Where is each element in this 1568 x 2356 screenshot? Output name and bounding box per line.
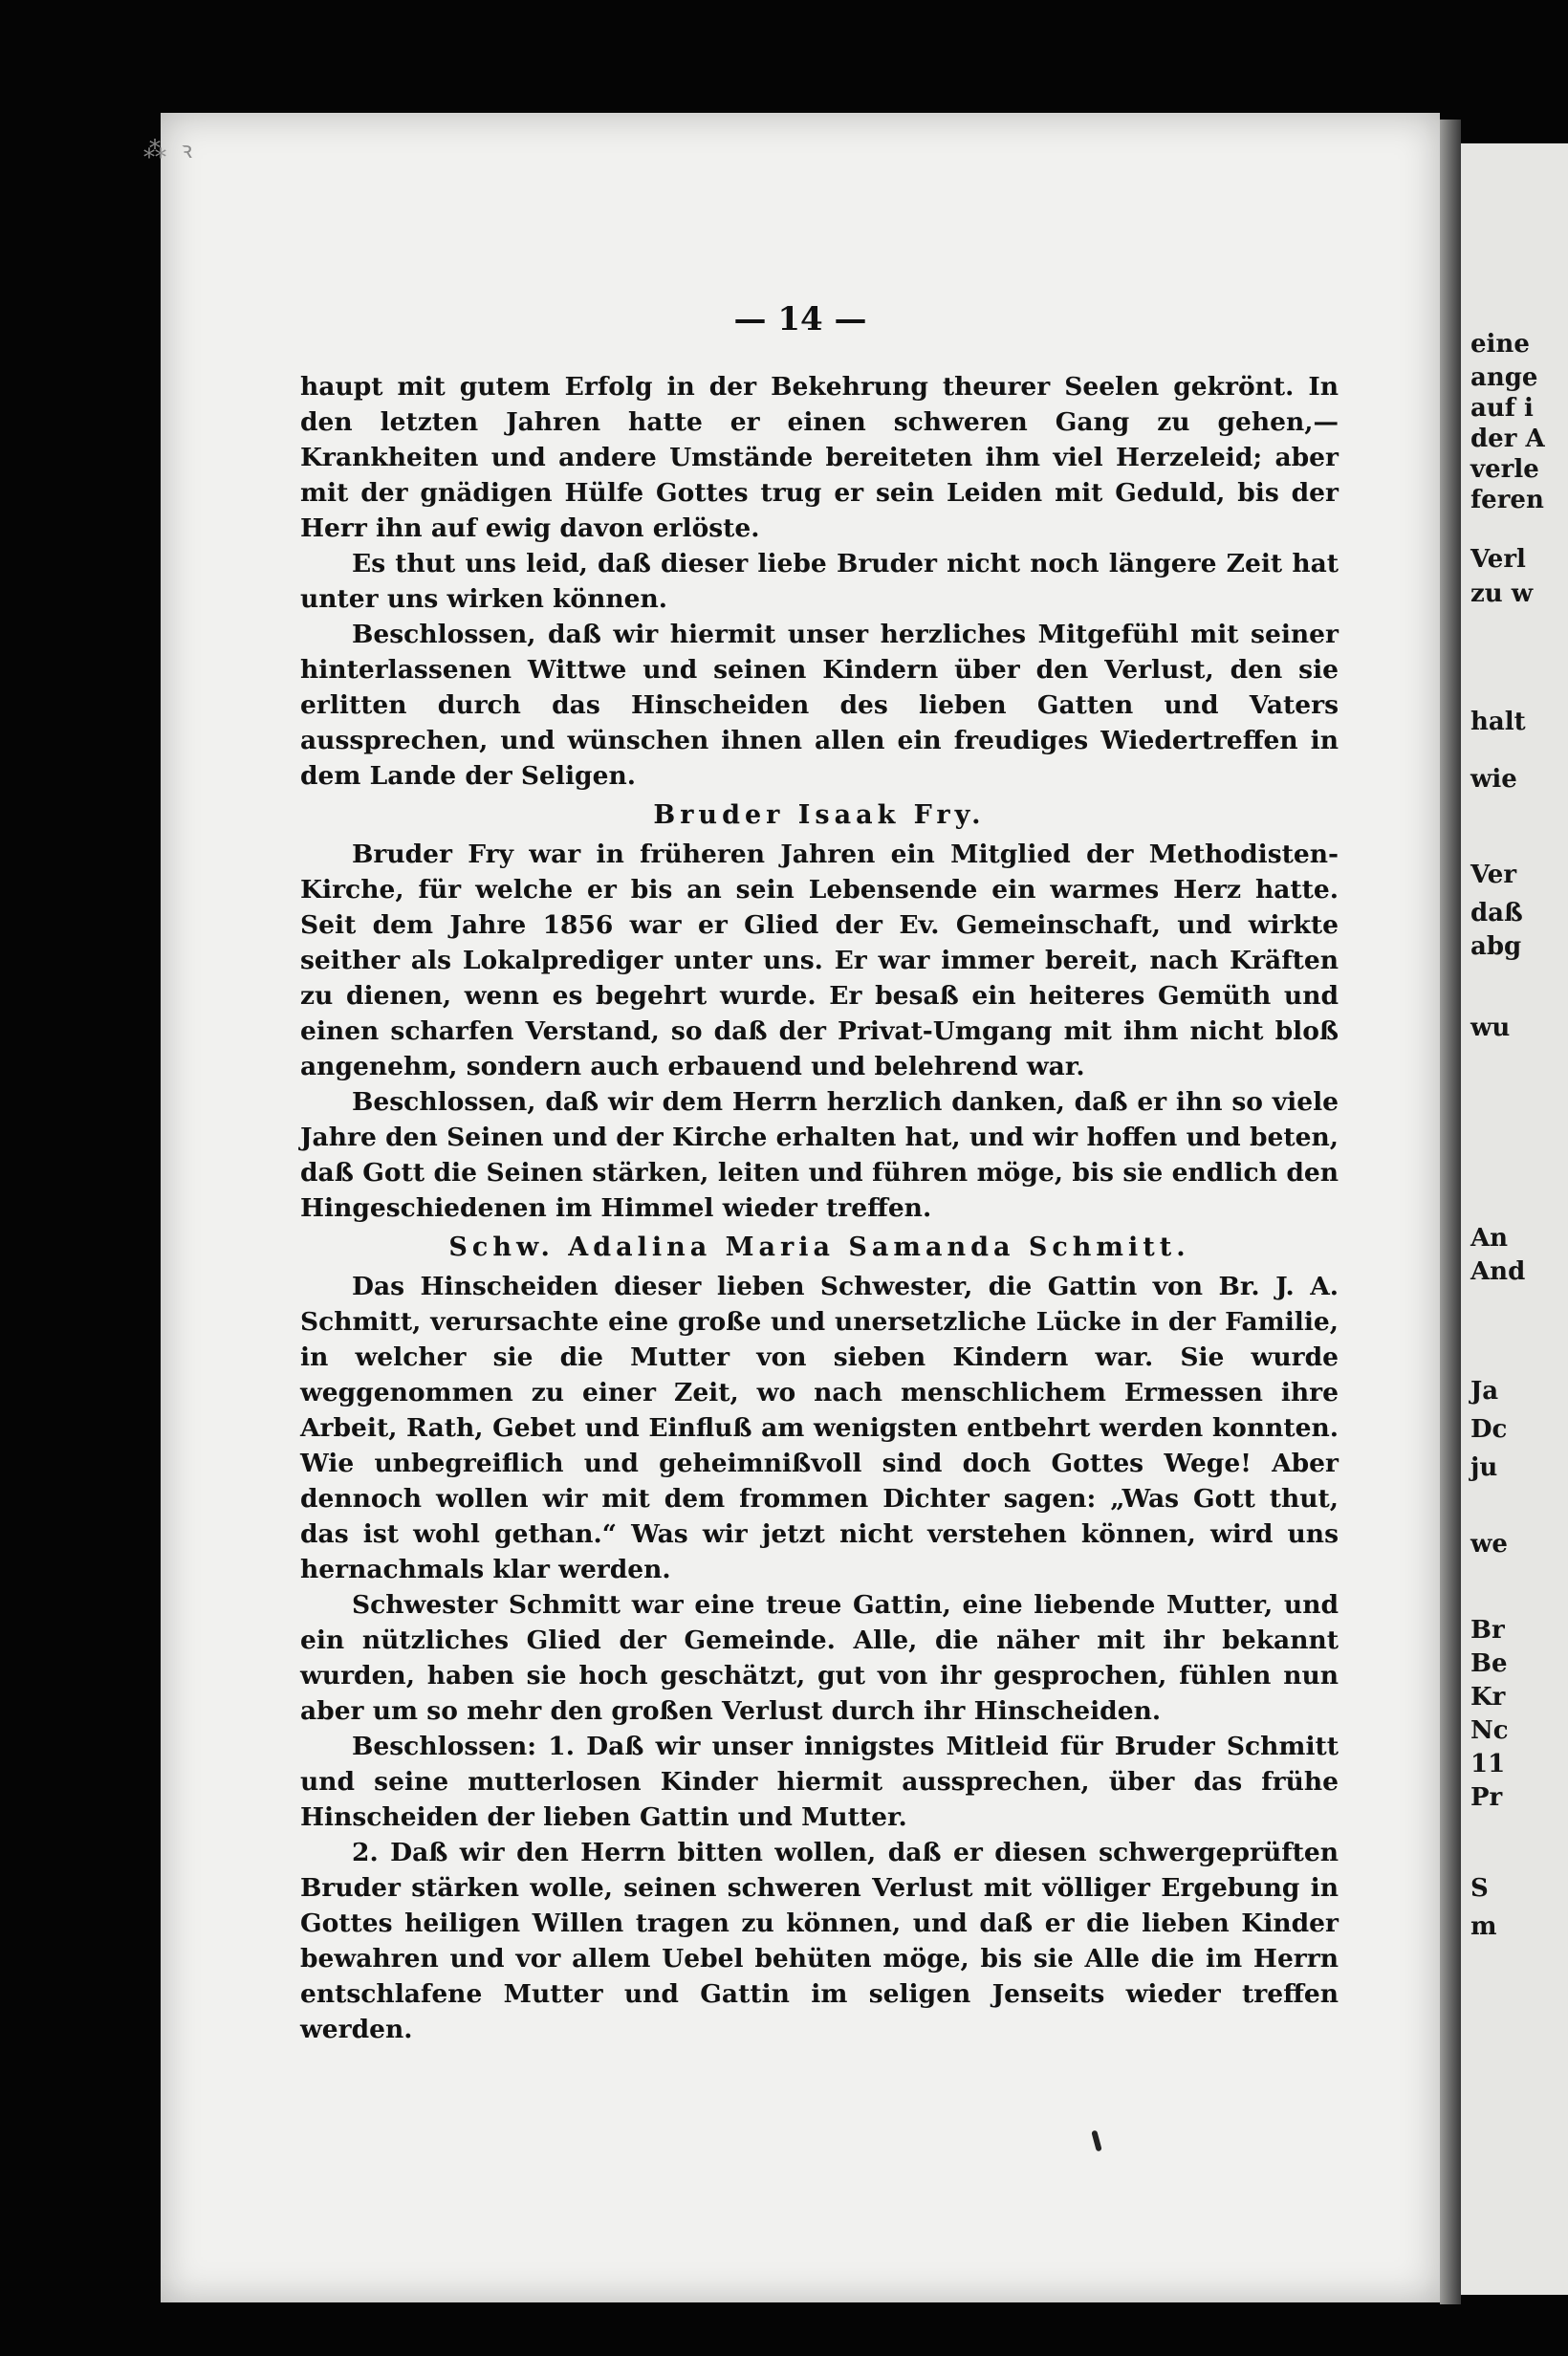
- paragraph-9: 2. Daß wir den Herrn bitten wollen, daß er diesen schwergeprüften Bruder stärken wolle, seinen schweren Verlust mit völliger Ergebung in Gottes heiligen Willen tragen zu können, und daß er die lieben Kinder bewahren und vor allem Uebel behüten möge, bis sie Alle die im Herrn entschlafene Mutter und Gattin im seligen Jenseits wieder treffen werden.: [300, 1838, 1339, 2044]
- next-page-fragment: wu: [1470, 1014, 1511, 1042]
- paragraph-1: haupt mit gutem Erfolg in der Bekehrung theurer Seelen gekrönt. In den letzten Jahren hatte er einen schweren Gang zu gehen,—Krankheiten und andere Umstände bereiteten ihm viel Herzeleid; aber mit der gnädigen Hülfe Gottes trug er sein Leiden mit Geduld, bis der Herr ihn auf ewig davon erlöste.: [300, 372, 1339, 543]
- next-page-fragment: we: [1470, 1530, 1508, 1559]
- next-page-fragment: m: [1470, 1912, 1497, 1941]
- next-page-fragment: Dc: [1470, 1415, 1508, 1444]
- next-page-fragment: daß: [1470, 899, 1523, 927]
- page-number: — 14 —: [733, 300, 867, 338]
- next-page-fragment: eine: [1470, 330, 1530, 359]
- next-page-fragment: S: [1470, 1874, 1489, 1903]
- marginal-mark: ⁂ ꝛ: [143, 137, 197, 164]
- next-page-fragment: verle: [1470, 455, 1539, 484]
- section-heading-fry: Bruder Isaak Fry.: [653, 800, 986, 830]
- next-page-fragment: Kr: [1470, 1683, 1506, 1712]
- next-page-fragment: halt: [1470, 708, 1526, 736]
- paragraph-4: Bruder Fry war in früheren Jahren ein Mitglied der Methodisten-Kirche, für welche er bis an sein Lebensende ein warmes Herz hatte. Seit dem Jahre 1856 war er Glied der Ev. Gemeinschaft, und wirkte seither als Lokalprediger unter uns. Er war immer bereit, nach Kräften zu dienen, wenn es begehrt wurde. Er besaß ein heiteres Gemüth und einen scharfen Verstand, so daß der Privat-Umgang mit ihm nicht bloß angenehm, sondern auch erbauend und belehrend war.: [300, 840, 1339, 1081]
- next-page-fragment: Nc: [1470, 1716, 1509, 1745]
- section-heading-schmitt: Schw. Adalina Maria Samanda Schmitt.: [448, 1233, 1190, 1262]
- next-page-fragment: 11: [1470, 1750, 1506, 1778]
- next-page-strip: [1461, 143, 1568, 2295]
- next-page-fragment: And: [1470, 1257, 1526, 1286]
- paragraph-2: Es thut uns leid, daß dieser liebe Bruder nicht noch längere Zeit hat unter uns wirken können.: [300, 549, 1339, 614]
- next-page-fragment: wie: [1470, 765, 1517, 794]
- ink-speck: [1091, 2130, 1101, 2152]
- next-page-fragment: zu w: [1470, 579, 1534, 608]
- next-page-fragment: Br: [1470, 1616, 1505, 1645]
- next-page-fragment: Pr: [1470, 1783, 1503, 1812]
- next-page-fragment: der A: [1470, 425, 1545, 453]
- paragraph-6: Das Hinscheiden dieser lieben Schwester, die Gattin von Br. J. A. Schmitt, verursachte eine große und unersetzliche Lücke in der Familie, in welcher sie die Mutter von sieben Kindern war. Sie wurde weggenommen zu einer Zeit, wo nach menschlichem Ermessen ihre Arbeit, Rath, Gebet und Einfluß am wenigsten entbehrt werden konnten. Wie unbegreiflich und geheimnißvoll sind doch Gottes Wege! Aber dennoch wollen wir mit dem frommen Dichter sagen: „Was Gott thut, das ist wohl gethan.“ Was wir jetzt nicht verstehen können, wird uns hernachmals klar werden.: [300, 1272, 1339, 1584]
- next-page-fragment: auf i: [1470, 394, 1534, 423]
- next-page-fragment: An: [1470, 1224, 1509, 1253]
- next-page-fragment: ju: [1470, 1453, 1498, 1482]
- paragraph-8: Beschlossen: 1. Daß wir unser innigstes Mitleid für Bruder Schmitt und seine mutterlosen Kinder hiermit aussprechen, über das frühe Hinscheiden der lieben Gattin und Mutter.: [300, 1732, 1339, 1832]
- next-page-fragment: Be: [1470, 1649, 1508, 1678]
- next-page-fragment: Ver: [1470, 861, 1517, 889]
- next-page-fragment: Verl: [1470, 545, 1526, 574]
- next-page-fragment: ange: [1470, 363, 1538, 392]
- book-page: [161, 113, 1440, 2302]
- next-page-fragment: Ja: [1470, 1377, 1499, 1406]
- next-page-fragment: feren: [1470, 486, 1544, 514]
- paragraph-5: Beschlossen, daß wir dem Herrn herzlich danken, daß er ihn so viele Jahre den Seinen und der Kirche erhalten hat, und wir hoffen und beten, daß Gott die Seinen stärken, leiten und führen möge, bis sie endlich den Hingeschiedenen im Himmel wieder treffen.: [300, 1087, 1339, 1223]
- paragraph-7: Schwester Schmitt war eine treue Gattin, eine liebende Mutter, und ein nützliches Glied der Gemeinde. Alle, die näher mit ihr bekannt wurden, haben sie hoch geschätzt, gut von ihr gesprochen, fühlen nun aber um so mehr den großen Verlust durch ihr Hinscheiden.: [300, 1590, 1339, 1726]
- next-page-fragment: abg: [1470, 932, 1522, 961]
- page-body: [300, 369, 1339, 2047]
- paragraph-3: Beschlossen, daß wir hiermit unser herzliches Mitgefühl mit seiner hinterlassenen Wittwe und seinen Kindern über den Verlust, den sie erlitten durch das Hinscheiden des lieben Gatten und Vaters aussprechen, und wünschen ihnen allen ein freudiges Wiedertreffen in dem Lande der Seligen.: [300, 620, 1339, 791]
- page-edge: [1440, 120, 1461, 2304]
